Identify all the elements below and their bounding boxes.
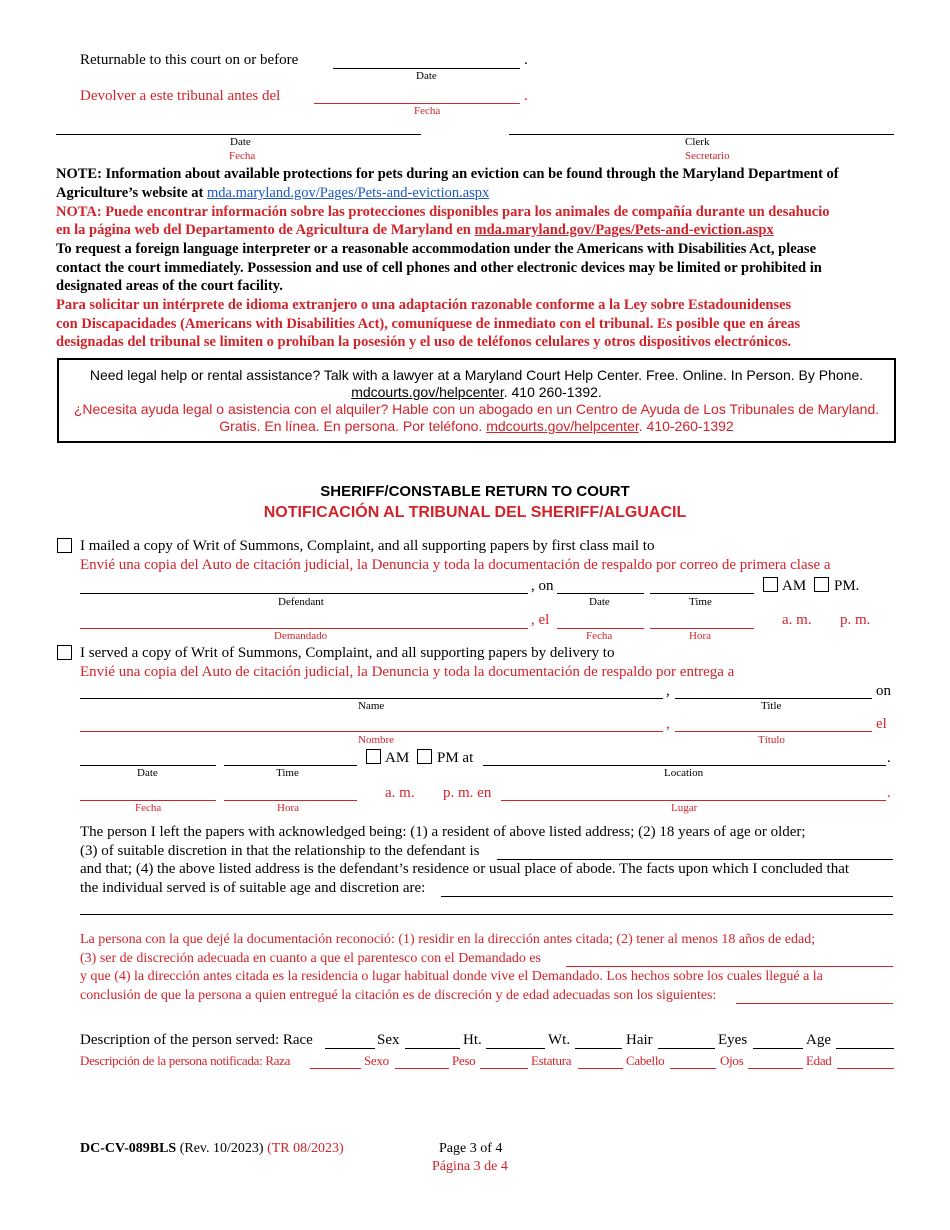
ack-es-line-4: conclusión de que la persona a quien entregué la citación es de discreción y de edad adecuadas son los siguientes: (80, 988, 717, 1003)
served-checkbox[interactable] (57, 645, 72, 660)
note-en-text: Agriculture’s website at (56, 185, 204, 201)
defendant-line[interactable] (80, 593, 528, 594)
el-text-2: el (876, 716, 887, 732)
note-es-line-2 (56, 221, 774, 240)
interp-es-line-3: designadas del tribunal se limiten o prohíban la posesión y el uso de teléfonos celulares y otros dispositivos electrónicos. (56, 334, 792, 350)
comma-text-es: , (666, 716, 670, 732)
hora-caption-2: Hora (277, 802, 299, 814)
return-title: SHERIFF/CONSTABLE RETURN TO COURT (320, 483, 630, 500)
hair-line[interactable] (658, 1048, 715, 1049)
help-en-line-2 (59, 384, 894, 401)
sig-fecha-caption: Fecha (229, 150, 256, 162)
pm-at-text: PM at (437, 750, 474, 766)
mailed-pm-checkbox[interactable] (814, 577, 829, 592)
facts-line[interactable] (441, 896, 893, 897)
served-pm-checkbox[interactable] (417, 749, 432, 764)
defendant-caption: Defendant (278, 596, 324, 608)
name-line[interactable] (80, 698, 663, 699)
date-caption-3: Date (137, 767, 158, 779)
mailed-date-line[interactable] (557, 593, 644, 594)
sexo-line[interactable] (395, 1068, 449, 1069)
demandado-caption: Demandado (274, 630, 328, 642)
help-center-link[interactable]: mdcourts.gov/helpcenter (351, 384, 504, 400)
mailed-date-line-es[interactable] (557, 628, 644, 629)
lugar-caption: Lugar (671, 802, 698, 814)
help-center-box (57, 358, 896, 443)
form-tr: (TR 08/2023) (267, 1141, 344, 1156)
interp-en-line-2: contact the court immediately. Possession and use of cell phones and other electronic devices may be limited or prohibited in (56, 260, 822, 276)
note-es-text: en la página web del Departamento de Agricultura de Maryland en (56, 222, 471, 238)
pets-eviction-link[interactable]: mda.maryland.gov/Pages/Pets-and-eviction.aspx (207, 185, 490, 201)
mailed-checkbox[interactable] (57, 538, 72, 553)
mailed-am-checkbox[interactable] (763, 577, 778, 592)
title-line[interactable] (675, 698, 872, 699)
help-phone: . 410 260-1392. (503, 384, 602, 400)
served-date-line[interactable] (80, 765, 216, 766)
clerk-signature-line[interactable] (509, 134, 894, 135)
pm-text-es: p. m. (840, 612, 871, 628)
sex-label: Sex (377, 1032, 400, 1048)
served-date-line-es[interactable] (80, 800, 216, 801)
eyes-label: Eyes (718, 1032, 748, 1048)
title-caption: Title (761, 700, 782, 712)
return-date-line-es[interactable] (314, 103, 520, 104)
description-label-es: Descripción de la persona notificada: Raza (80, 1053, 291, 1068)
age-line[interactable] (836, 1048, 894, 1049)
race-line[interactable] (325, 1048, 375, 1049)
date-caption: Date (416, 70, 437, 82)
mailed-time-line-es[interactable] (650, 628, 754, 629)
facts-line-2[interactable] (80, 914, 893, 915)
sex-line[interactable] (405, 1048, 460, 1049)
return-title-es: NOTIFICACIÓN AL TRIBUNAL DEL SHERIFF/ALGUACIL (263, 504, 687, 521)
ack-es-line-2: (3) ser de discreción adecuada en cuanto a que el parentesco con el Demandado es (80, 951, 542, 966)
page-number-es: Página 3 de 4 (432, 1159, 508, 1174)
am-text-es-2: a. m. (385, 785, 415, 801)
note-es-line-1: NOTA: Puede encontrar información sobre las protecciones disponibles para los animales de compañía durante un desahucio (56, 204, 830, 220)
on-text-2: on (876, 683, 891, 699)
returnable-label: Returnable to this court on or before (80, 52, 299, 68)
titulo-caption: Título (758, 734, 785, 746)
estatura-line[interactable] (578, 1068, 623, 1069)
form-id: DC-CV-089BLS (80, 1141, 177, 1156)
secretario-caption: Secretario (685, 150, 730, 162)
am-text-2: AM (385, 750, 410, 766)
comma-text: , (666, 683, 670, 699)
clerk-caption: Clerk (685, 136, 710, 148)
sig-date-caption: Date (230, 136, 251, 148)
raza-line[interactable] (310, 1068, 361, 1069)
ack-en-line-1: The person I left the papers with acknowledged being: (1) a resident of above listed address; (2) 18 years of age or older; (80, 824, 806, 840)
estatura-label: Estatura (531, 1053, 572, 1068)
am-text-es: a. m. (782, 612, 812, 628)
ht-label: Ht. (463, 1032, 482, 1048)
ack-es-line-3: y que (4) la dirección antes citada es la residencia o lugar habitual donde vive el Demandado. Los hechos sobre los cuales llegué a la (80, 969, 823, 984)
title-line-es[interactable] (675, 731, 872, 732)
fecha-caption: Fecha (414, 105, 441, 117)
description-label: Description of the person served: Race (80, 1032, 313, 1048)
location-line-es[interactable] (501, 800, 886, 801)
mailed-label-es: Envié una copia del Auto de citación judicial, la Denuncia y toda la documentación de respaldo por correo de primera clase a (80, 557, 831, 573)
mailed-time-line[interactable] (650, 593, 754, 594)
peso-line[interactable] (480, 1068, 528, 1069)
pets-eviction-link-es[interactable]: mda.maryland.gov/Pages/Pets-and-eviction.aspx (474, 222, 774, 238)
nombre-caption: Nombre (358, 734, 395, 746)
name-line-es[interactable] (80, 731, 663, 732)
wt-line[interactable] (575, 1048, 622, 1049)
cabello-label: Cabello (626, 1053, 665, 1068)
ack-es-line-1: La persona con la que dejé la documentación reconoció: (1) residir en la dirección antes citada; (2) tener al menos 18 años de edad; (80, 932, 816, 947)
signature-date-line[interactable] (56, 134, 421, 135)
pm-text: PM. (834, 578, 860, 594)
form-footer (80, 1141, 344, 1157)
name-caption: Name (358, 700, 385, 712)
defendant-line-es[interactable] (80, 628, 528, 629)
period-2: . (887, 750, 891, 766)
help-es-line-2 (59, 418, 894, 435)
served-am-checkbox[interactable] (366, 749, 381, 764)
date-caption-2: Date (589, 596, 610, 608)
am-text: AM (782, 578, 807, 594)
period-es: . (524, 88, 528, 104)
help-es-line-1: ¿Necesita ayuda legal o asistencia con el alquiler? Hable con un abogado en un Centro de Ayuda de Los Tribunales de Maryland. (73, 401, 880, 417)
help-es-text: Gratis. En línea. En persona. Por teléfono. (219, 418, 487, 434)
el-text: , el (531, 612, 550, 628)
served-label: I served a copy of Writ of Summons, Complaint, and all supporting papers by delivery to (80, 645, 615, 661)
time-caption: Time (689, 596, 712, 608)
hair-label: Hair (626, 1032, 653, 1048)
fecha-caption-2: Fecha (586, 630, 613, 642)
help-phone-es: . 410-260-1392 (638, 418, 734, 434)
pm-en-text-es: p. m. en (443, 785, 492, 801)
cabello-line[interactable] (670, 1068, 716, 1069)
served-label-es: Envié una copia del Auto de citación judicial, la Denuncia y toda la documentación de respaldo por entrega a (80, 664, 735, 680)
ojos-line[interactable] (748, 1068, 803, 1069)
help-center-link-es[interactable]: mdcourts.gov/helpcenter (486, 418, 639, 434)
interp-en-line-1: To request a foreign language interpreter or a reasonable accommodation under the Americans with Disabilities Act, please (56, 241, 817, 257)
interp-es-line-2: con Discapacidades (Americans with Disabilities Act), comuníquese de inmediato con el tribunal. Es posible que en áreas (56, 316, 801, 332)
interp-en-line-3: designated areas of the court facility. (56, 278, 283, 294)
period: . (524, 52, 528, 68)
wt-label: Wt. (548, 1032, 571, 1048)
returnable-label-es: Devolver a este tribunal antes del (80, 88, 281, 104)
ht-line[interactable] (486, 1048, 545, 1049)
facts-line-es[interactable] (736, 1003, 893, 1004)
hora-caption: Hora (689, 630, 711, 642)
ack-en-line-3: and that; (4) the above listed address is the defendant’s residence or usual place of abode. The facts upon which I concluded that (80, 861, 850, 877)
form-rev: (Rev. 10/2023) (179, 1141, 264, 1156)
fecha-caption-3: Fecha (135, 802, 162, 814)
note-en-line-2 (56, 184, 489, 203)
eyes-line[interactable] (753, 1048, 803, 1049)
served-time-line[interactable] (224, 765, 357, 766)
mailed-label: I mailed a copy of Writ of Summons, Complaint, and all supporting papers by first class mail to (80, 538, 655, 554)
period-es-2: . (887, 785, 891, 801)
location-line[interactable] (483, 765, 886, 766)
ack-en-line-2: (3) of suitable discretion in that the relationship to the defendant is (80, 843, 480, 859)
page-number: Page 3 of 4 (439, 1141, 503, 1156)
served-time-line-es[interactable] (224, 800, 357, 801)
sexo-label: Sexo (364, 1053, 389, 1068)
note-en-line-1: NOTE: Information about available protections for pets during an eviction can be found through the Maryland Department of (56, 166, 839, 182)
peso-label: Peso (452, 1053, 476, 1068)
on-text: , on (531, 578, 554, 594)
ack-en-line-4: the individual served is of suitable age and discretion are: (80, 880, 426, 896)
relationship-line-es[interactable] (566, 966, 893, 967)
location-caption: Location (664, 767, 704, 779)
interp-es-line-1: Para solicitar un intérprete de idioma extranjero o una adaptación razonable conforme a la Ley sobre Estadounidenses (56, 297, 792, 313)
age-label: Age (806, 1032, 831, 1048)
edad-label: Edad (806, 1053, 832, 1068)
edad-line[interactable] (837, 1068, 894, 1069)
time-caption-2: Time (276, 767, 299, 779)
help-en-line-1: Need legal help or rental assistance? Talk with a lawyer at a Maryland Court Help Center. Free. Online. In Person. By Phone. (89, 367, 864, 383)
relationship-line[interactable] (497, 859, 893, 860)
ojos-label: Ojos (720, 1053, 744, 1068)
return-date-line[interactable] (333, 68, 520, 69)
